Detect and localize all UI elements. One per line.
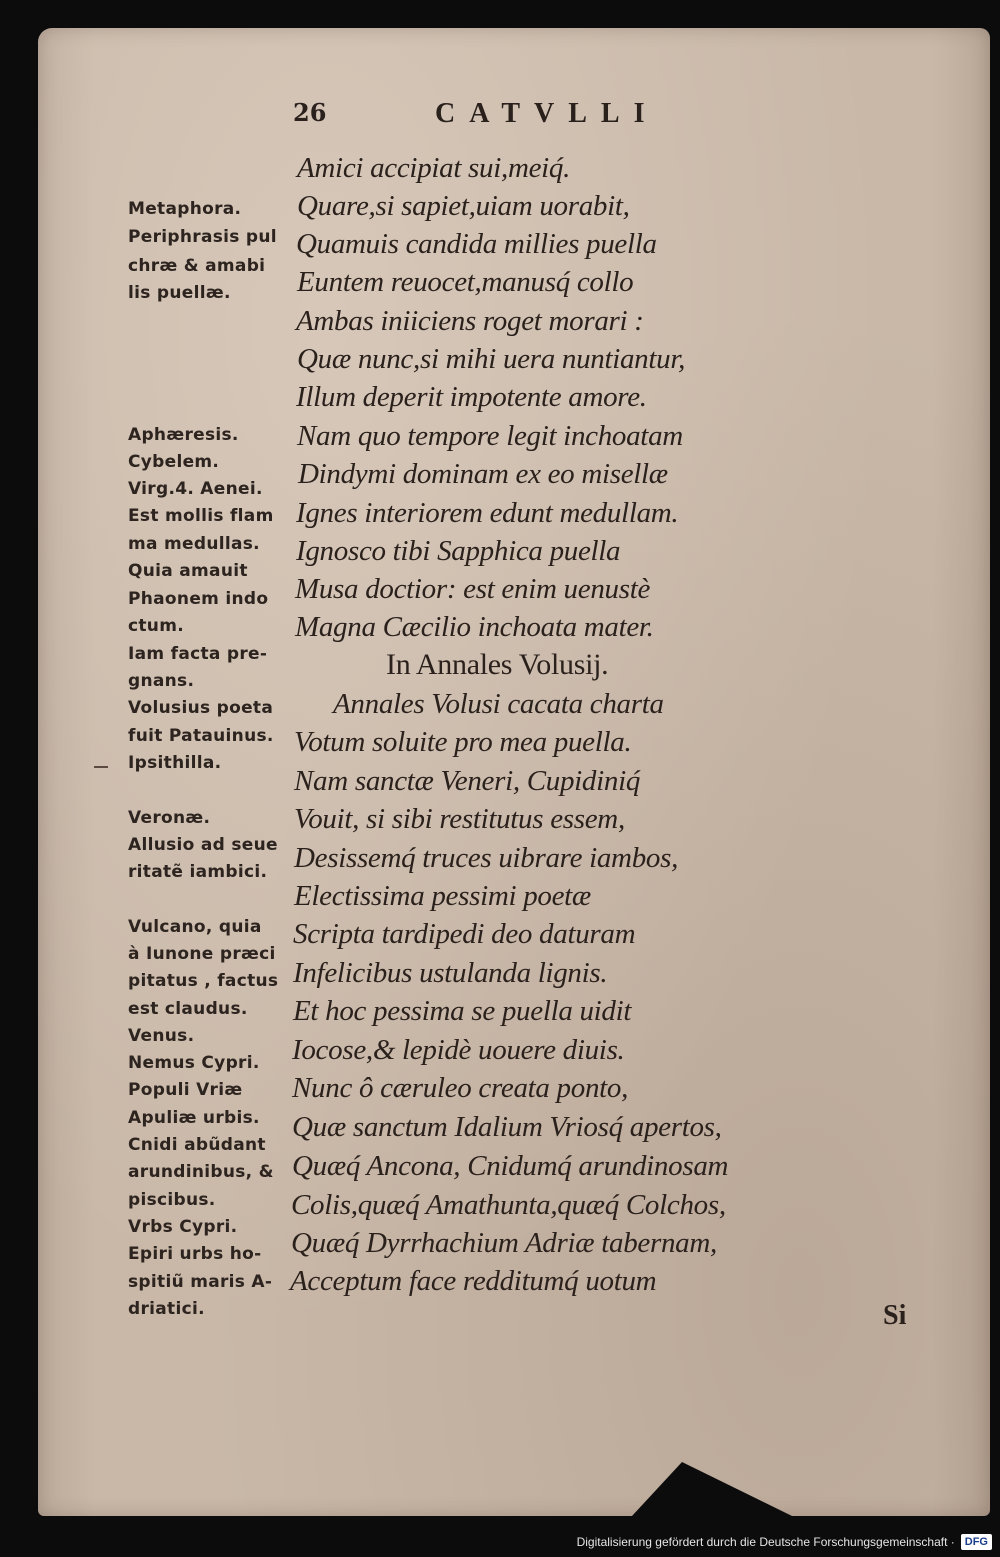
marginal-note: piscibus.	[128, 1190, 216, 1210]
verse-line: Annales Volusi cacata charta	[333, 688, 664, 720]
marginal-note: Aphæresis.	[128, 425, 239, 445]
marginal-note: ma medullas.	[128, 534, 260, 554]
verse-line: Colis,quæq́ Amathunta,quæq́ Colchos,	[291, 1189, 726, 1221]
marginal-note: Apuliæ urbis.	[128, 1108, 260, 1128]
marginal-note: spitiũ maris A-	[128, 1272, 273, 1292]
running-head	[0, 98, 1000, 138]
verse-line: Ignosco tibi Sapphica puella	[296, 535, 621, 567]
marginal-note: fuit Patauinus.	[128, 726, 274, 746]
verse-line: Et hoc pessima se puella uidit	[293, 995, 632, 1027]
marginal-note: ctum.	[128, 616, 184, 636]
marginal-note: driatici.	[128, 1299, 205, 1319]
marginal-note: Veronæ.	[128, 808, 211, 828]
page-number: 26	[293, 98, 327, 127]
running-title: CATVLLI	[435, 98, 659, 129]
marginal-note: ritatẽ iambici.	[128, 862, 268, 882]
marginal-note: Vrbs Cypri.	[128, 1217, 238, 1237]
verse-line: Infelicibus ustulanda lignis.	[293, 957, 608, 989]
marginal-note: Cnidi abũdant	[128, 1135, 266, 1155]
dfg-logo-icon: DFG	[961, 1534, 992, 1550]
verse-line: Vouit, si sibi restitutus essem,	[294, 803, 625, 835]
verse-line: Nunc ô cæruleo creata ponto,	[292, 1072, 629, 1104]
verse-line: Electissima pessimi poetæ	[294, 880, 591, 912]
marginal-note: pitatus , factus	[128, 971, 279, 991]
margin-mark	[94, 766, 108, 768]
verse-line: Quamuis candida millies puella	[296, 228, 657, 260]
verse-line: Quæq́ Ancona, Cnidumq́ arundinosam	[292, 1150, 729, 1182]
marginal-note: Vulcano, quia	[128, 917, 262, 937]
marginal-note: Quia amauit	[128, 561, 248, 581]
marginal-note: Phaonem indo	[128, 589, 269, 609]
marginal-note: Virg.4. Aenei.	[128, 479, 263, 499]
verse-line: Ambas iniiciens roget morari :	[296, 305, 644, 337]
marginal-note: Metaphora.	[128, 199, 242, 219]
verse-line: Illum deperit impotente amore.	[296, 381, 647, 413]
marginal-note: Allusio ad seue	[128, 835, 278, 855]
footer-credit: Digitalisierung gefördert durch die Deutsche Forschungsgemeinschaft ·	[576, 1535, 955, 1549]
marginal-note: gnans.	[128, 671, 195, 691]
verse-line: Nam quo tempore legit inchoatam	[297, 420, 683, 452]
page-tear	[632, 1462, 792, 1516]
marginal-note: Periphrasis pul	[128, 227, 277, 247]
marginal-note: Iam facta pre-	[128, 644, 268, 664]
marginal-note: Nemus Cypri.	[128, 1053, 260, 1073]
marginal-note: lis puellæ.	[128, 283, 231, 303]
marginal-note: arundinibus, &	[128, 1162, 274, 1182]
verse-line: Amici accipiat sui,meiq́.	[297, 152, 571, 184]
digitization-footer	[577, 1531, 992, 1553]
verse-line: Nam sanctæ Veneri, Cupidiniq́	[294, 765, 641, 797]
verse-line: Quæ sanctum Idalium Vriosq́ apertos,	[292, 1111, 722, 1143]
verse-line: Euntem reuocet,manusq́ collo	[297, 266, 634, 298]
marginal-note: chræ & amabi	[128, 256, 266, 276]
marginal-note: Populi Vriæ	[128, 1080, 243, 1100]
marginal-note: Cybelem.	[128, 452, 220, 472]
verse-line: Magna Cæcilio inchoata mater.	[295, 611, 654, 643]
verse-line: Scripta tardipedi deo daturam	[293, 918, 636, 950]
verse-line: Musa doctior: est enim uenustè	[295, 573, 651, 605]
marginal-note: Ipsithilla.	[128, 753, 222, 773]
verse-line: Iocose,& lepidè uouere diuis.	[292, 1034, 625, 1066]
verse-line: Desissemq́ truces uibrare iambos,	[294, 842, 679, 874]
marginal-note: Epiri urbs ho-	[128, 1244, 262, 1264]
marginal-note: Volusius poeta	[128, 698, 274, 718]
marginal-note: est claudus.	[128, 999, 248, 1019]
verse-line: Votum soluite pro mea puella.	[294, 726, 632, 758]
poem-heading: In Annales Volusij.	[386, 648, 609, 681]
marginal-note: à Iunone præci	[128, 944, 276, 964]
catchword: Si	[883, 1300, 907, 1331]
verse-line: Quæq́ Dyrrhachium Adriæ tabernam,	[291, 1227, 717, 1259]
marginal-note: Venus.	[128, 1026, 195, 1046]
verse-line: Quare,si sapiet,uiam uorabit,	[297, 190, 630, 222]
verse-line: Quæ nunc,si mihi uera nuntiantur,	[297, 343, 686, 375]
verse-line: Dindymi dominam ex eo misellæ	[298, 458, 668, 490]
verse-line: Ignes interiorem edunt medullam.	[296, 497, 679, 529]
verse-line: Acceptum face redditumq́ uotum	[290, 1265, 657, 1297]
marginal-note: Est mollis flam	[128, 506, 274, 526]
